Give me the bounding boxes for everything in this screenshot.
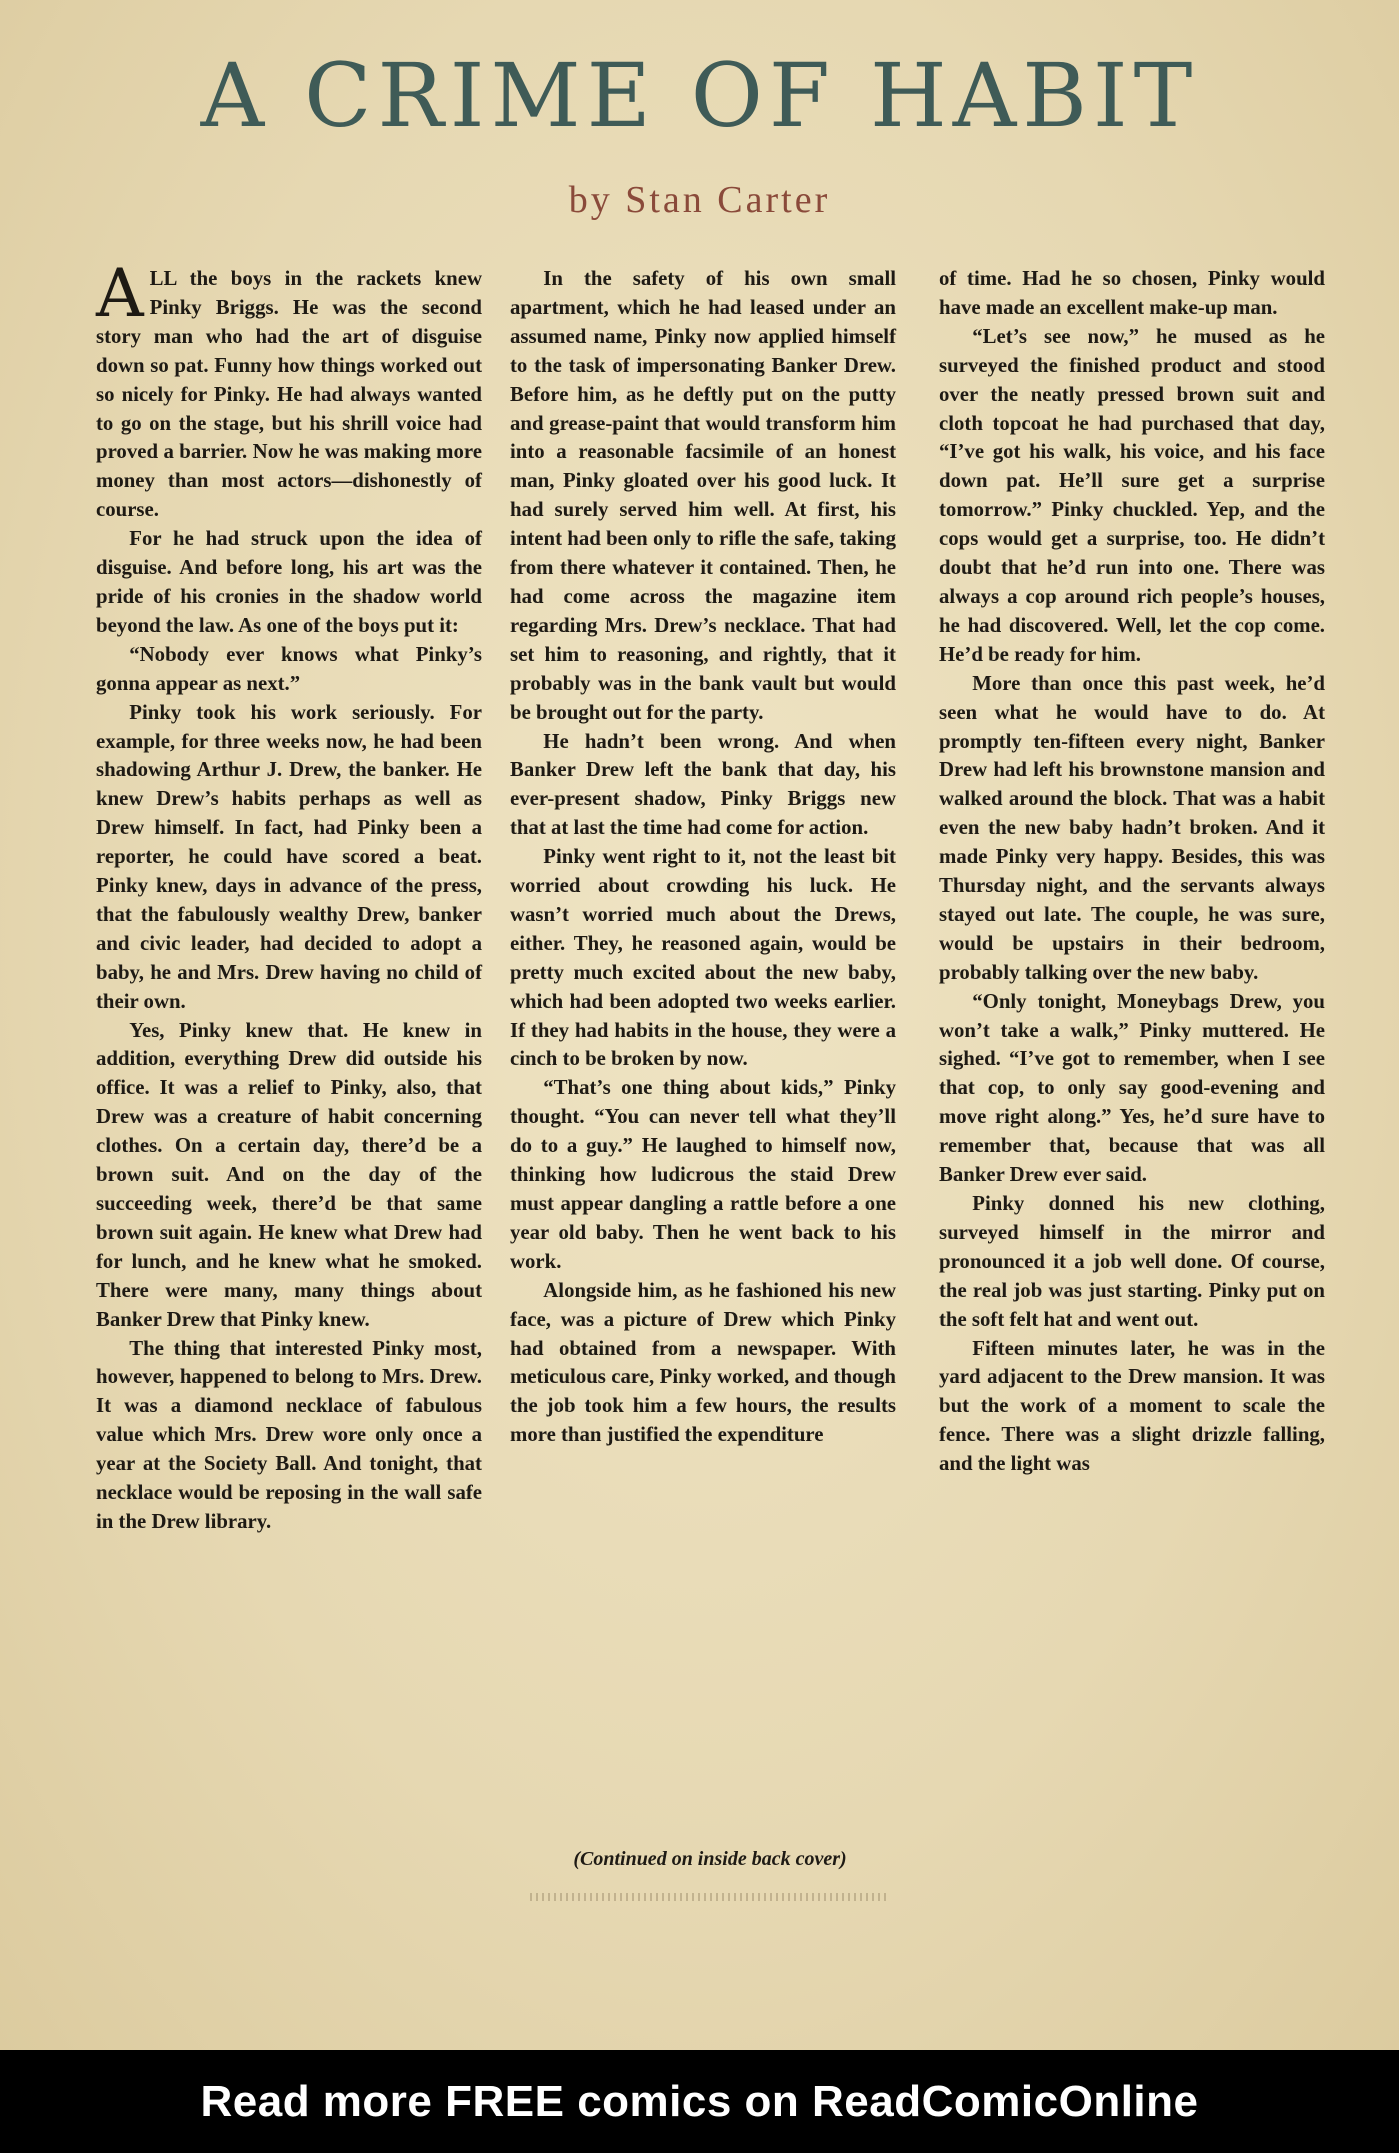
paragraph: “Nobody ever knows what Pinky’s gonna appear as next.”	[96, 642, 482, 695]
drop-cap: A	[96, 255, 144, 332]
paragraph-text: LL the boys in the rackets knew Pinky Briggs. He was the second story man who had the art of disguise down so pat. Funny how things worked out so nicely for Pinky. He had always wanted to go on the stage, but his shrill voice had proved a barrier. Now he was making more money than most actors—dishonestly of course.	[96, 267, 482, 522]
paragraph: Pinky went right to it, not the least bit worried about crowding his luck. He wasn’t worried much about the Drews, either. They, he reasoned again, would be pretty much excited about the new baby, which had been adopted two weeks earlier. If they had habits in the house, they were a cinch to be broken by now.	[510, 845, 896, 1071]
paragraph: Pinky donned his new clothing, surveyed himself in the mirror and pronounced it a job well done. Of course, the real job was just starting. Pinky put on the soft felt hat and went out.	[939, 1192, 1325, 1331]
paragraph: More than once this past week, he’d seen what he would have to do. At promptly ten-fifteen every night, Banker Drew had left his brownstone mansion and walked around the block. That was a habit even the new baby hadn’t broken. And it made Pinky very happy. Besides, this was Thursday night, and the servants always stayed out late. The couple, he was sure, would be upstairs in their bedroom, probably talking over the new baby.	[939, 671, 1325, 984]
article-title: A CRIME OF HABIT	[200, 44, 1199, 147]
promo-banner: Read more FREE comics on ReadComicOnline	[0, 2050, 1399, 2153]
paragraph: “Only tonight, Moneybags Drew, you won’t take a walk,” Pinky muttered. He sighed. “I’ve got to remember, when I see that cop, to only say good-evening and move right along.” Yes, he’d sure have to remember that, because that was all Banker Drew ever said.	[939, 989, 1325, 1187]
paragraph: He hadn’t been wrong. And when Banker Drew left the bank that day, his ever-present shadow, Pinky Briggs new that at last the time had come for action.	[510, 729, 896, 840]
text-column-3	[939, 265, 1325, 1479]
paragraph: “Let’s see now,” he mused as he surveyed the finished product and stood over the neatly pressed brown suit and cloth topcoat he had purchased that day, “I’ve got his walk, his voice, and his face down pat. He’ll sure get a surprise tomorrow.” Pinky chuckled. Yep, and the cops would get a surprise, too. He didn’t doubt that he’d run into one. There was always a cop around rich people’s houses, he had discovered. Well, let the cop come. He’d be ready for him.	[939, 324, 1325, 666]
paragraph: Fifteen minutes later, he was in the yard adjacent to the Drew mansion. It was but the work of a moment to scale the fence. There was a slight drizzle falling, and the light was	[939, 1336, 1325, 1476]
paragraph: In the safety of his own small apartment, which he had leased under an assumed name, Pinky now applied himself to the task of impersonating Banker Drew. Before him, as he deftly put on the putty and grease-paint that would transform him into a reasonable facsimile of an honest man, Pinky gloated over his good luck. It had surely served him well. At first, his intent had been only to rifle the safe, taking from there whatever it contained. Then, he had come across the magazine item regarding Mrs. Drew’s necklace. That had set him to reasoning, and rightly, that it probably was in the bank vault but would be brought out for the party.	[510, 267, 896, 724]
paragraph	[96, 255, 482, 525]
paragraph: Alongside him, as he fashioned his new face, was a picture of Drew which Pinky had obtained from a newspaper. With meticulous care, Pinky worked, and though the job took him a few hours, the results more than justified the expenditure	[510, 1278, 896, 1447]
paragraph: “That’s one thing about kids,” Pinky thought. “You can never tell what they’ll do to a guy.” He laughed to himself now, thinking how ludicrous the staid Drew must appear dangling a rattle before a one year old baby. Then he went back to his work.	[510, 1076, 896, 1273]
print-scratch-decoration	[530, 1893, 890, 1901]
article-byline: by Stan Carter	[568, 179, 831, 221]
paragraph: Pinky took his work seriously. For example, for three weeks now, he had been shadowing Arthur J. Drew, the banker. He knew Drew’s habits perhaps as well as Drew himself. In fact, had Pinky been a reporter, he could have scored a beat. Pinky knew, days in advance of the press, that the fabulously wealthy Drew, banker and civic leader, had decided to adopt a baby, he and Mrs. Drew having no child of their own.	[96, 700, 482, 1013]
paragraph: of time. Had he so chosen, Pinky would have made an excellent make-up man.	[939, 267, 1325, 319]
text-column-2	[510, 265, 896, 1450]
paragraph: For he had struck upon the idea of disguise. And before long, his art was the pride of his cronies in the shadow world beyond the law. As one of the boys put it:	[96, 527, 482, 637]
text-column-1	[96, 255, 482, 1537]
paragraph: The thing that interested Pinky most, however, happened to belong to Mrs. Drew. It was a diamond necklace of fabulous value which Mrs. Drew wore only once a year at the Society Ball. And tonight, that necklace would be reposing in the wall safe in the Drew library.	[96, 1336, 482, 1533]
continued-note: (Continued on inside back cover)	[573, 1848, 847, 1870]
paragraph: Yes, Pinky knew that. He knew in addition, everything Drew did outside his office. It was a relief to Pinky, also, that Drew was a creature of habit concerning clothes. On a certain day, there’d be a brown suit. And on the day of the succeeding week, there’d be that same brown suit again. He knew what Drew had for lunch, and he knew what he smoked. There were many, many things about Banker Drew that Pinky knew.	[96, 1018, 482, 1331]
